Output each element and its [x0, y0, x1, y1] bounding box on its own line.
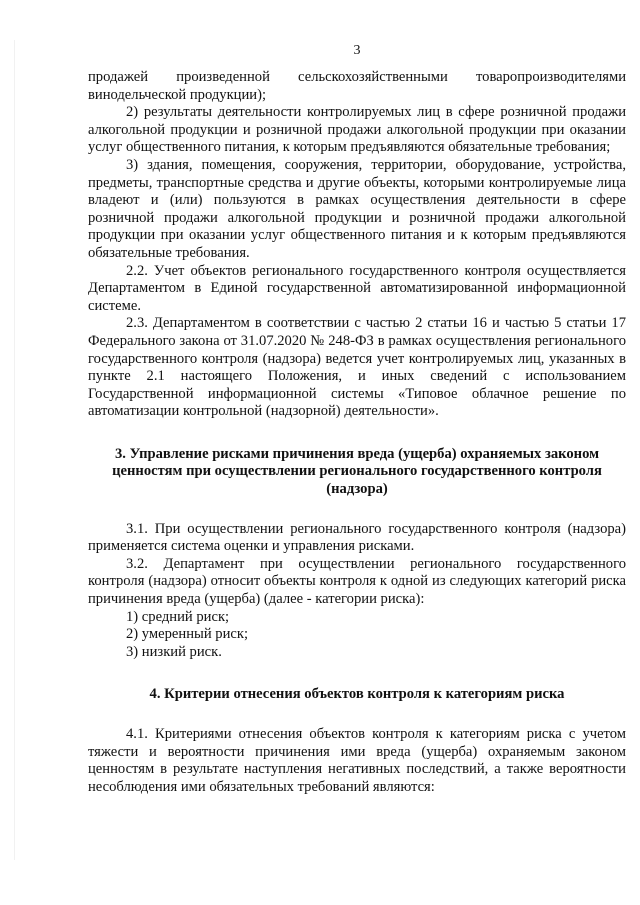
paragraph-3-1: 3.1. При осуществлении регионального государственного контроля (надзора) применяется система оценки и управления рисками.	[88, 520, 626, 555]
paragraph-continuation: продажей произведенной сельскохозяйственными товаропроизводителями винодельческой продукции);	[88, 69, 626, 103]
paragraph-item-3: 3) здания, помещения, сооружения, территории, оборудование, устройства, предметы, транспортные средства и другие объекты, которыми контролируемые лица владеют и (или) пользуются в рамках осуществления деятельности в сфере розничной продажи алкогольной продукции и розничной продажи алкогольной продукции при оказании услуг общественного питания и к которым предъявляются обязательные требования.	[88, 156, 626, 261]
scan-edge-line	[14, 40, 15, 860]
risk-item-medium: 1) средний риск;	[126, 608, 230, 625]
paragraph-3-2: 3.2. Департамент при осуществлении регионального государственного контроля (надзора) относит объекты контроля к одной из следующих категорий риска причинения вреда (ущерба) (далее - категории риска):	[88, 555, 626, 608]
paragraph-2-2: 2.2. Учет объектов регионального государственного контроля осуществляется Департаментом в Единой государственной автоматизированной информационной системе.	[88, 262, 626, 314]
document-body	[88, 69, 626, 796]
paragraph-4-1: 4.1. Критериями отнесения объектов контроля к категориям риска с учетом тяжести и вероятности причинения ими вреда (ущерба) охраняемым законом ценностям в результате наступления негативных последствий, а также вероятности несоблюдения ими обязательных требований являются:	[88, 726, 626, 795]
paragraph-2-3: 2.3. Департаментом в соответствии с частью 2 статьи 16 и частью 5 статьи 17 Федерального закона от 31.07.2020 № 248-ФЗ в рамках осуществления регионального государственного контроля (надзора) ведется учет контролируемых лиц, указанных в пункте 2.1 настоящего Положения, и иных сведений с использованием Государственной информационной системы «Типовое облачное решение по автоматизации контрольной (надзорной) деятельности».	[88, 315, 626, 420]
risk-item-moderate: 2) умеренный риск;	[126, 626, 249, 643]
paragraph-item-2: 2) результаты деятельности контролируемых лиц в сфере розничной продажи алкогольной продукции и розничной продажи алкогольной продукции при оказании услуг общественного питания, к которым предъявляются обязательные требования;	[88, 104, 626, 156]
section-heading-3: 3. Управление рисками причинения вреда (ущерба) охраняемых законом ценностям при осуществлении регионального государственного контроля (надзора)	[112, 445, 602, 498]
section-heading-4: 4. Критерии отнесения объектов контроля к категориям риска	[149, 686, 565, 703]
page-number: 3	[353, 43, 361, 58]
risk-item-low: 3) низкий риск.	[126, 643, 222, 660]
